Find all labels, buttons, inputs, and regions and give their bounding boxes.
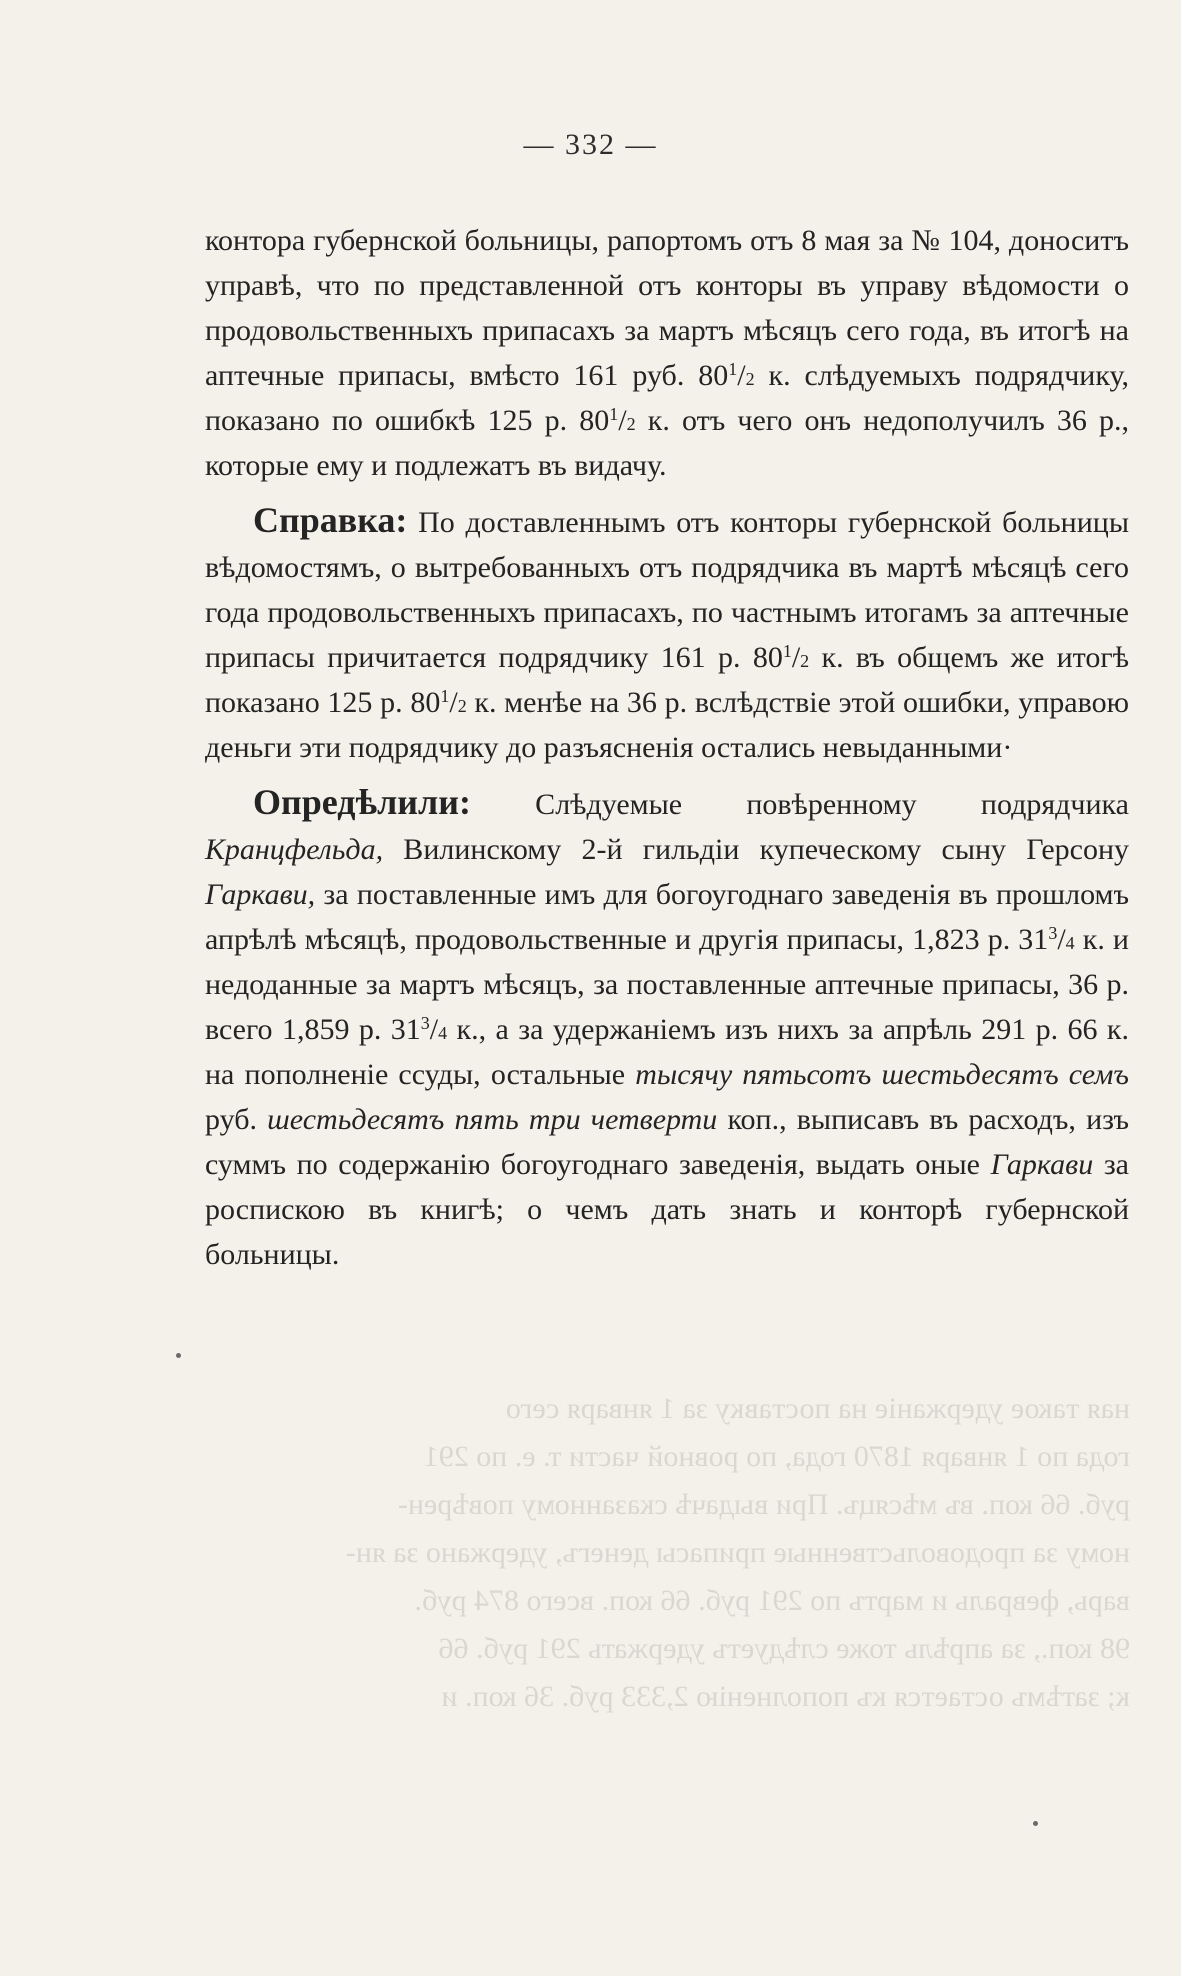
text-run: к., а за удержаніемъ изъ нихъ за апрѣль 291 р. 66 к. на пополненіе ссуды, остальные [205,1013,1129,1091]
bleed-line: варь, февраль и мартъ по 291 руб. 66 коп. всего 874 руб. [414,1584,1130,1617]
fraction-denominator: 2 [745,369,755,389]
text-run: контора губернской больницы, рапортомъ отъ 8 мая за № 104, доноситъ управѣ, что по представленной отъ конторы въ управу вѣдомости о продовольственныхъ припасахъ за мартъ мѣсяцъ сего года, въ итогѣ на аптечные припасы, вмѣсто 161 руб. 80 [205,224,1129,392]
text-run: руб. [205,1103,268,1136]
italic-amount: шестьдесятъ пять три четверти [267,1103,718,1136]
text-run: к. отъ чего онъ недополучилъ 36 р., которые ему и подлежатъ въ видачу. [205,404,1129,482]
paper-speck [1033,1821,1038,1826]
italic-name: Гаркави [990,1148,1094,1181]
fraction-denominator: 4 [1065,933,1075,953]
paragraph-report: контора губернской больницы, рапортомъ отъ 8 мая за № 104, доноситъ управѣ, что по представленной отъ конторы въ управу вѣдомости о продовольственныхъ припасахъ за мартъ мѣсяцъ сего года, въ итогѣ на аптечные припасы, вмѣсто 161 руб. $80^1/2$ к. слѣдуемыхъ подрядчику, показано по ошибкѣ 125 р. $80^1/2$ к. отъ чего онъ недополучилъ 36 р., которые ему и подлежатъ въ видачу. [205,224,1129,482]
bleed-line: года по 1 января 1870 года, по ровной части т. е. по 291 [423,1440,1130,1473]
paragraph-decision: Опредѣлили: Слѣдуемые повѣренному подрядчика Кранцфельда, Вилинскому 2-й гильдіи купеческому сыну Герсону Гаркави, за поставленные имъ для богоугоднаго заведенія въ прошломъ апрѣлѣ мѣсяцѣ, продовольственные и другія припасы, 1,823 р. $31^3/4$ к. и недоданные за мартъ мѣсяцъ, за поставленные аптечные припасы, 36 р. всего 1,859 р. $31^3/4$ к., а за удержаніемъ изъ нихъ за апрѣль 291 р. 66 к. на пополненіе ссуды, остальные тысячу пятьсотъ шестьдесятъ семъ руб. шестьдесятъ пять три четверти коп., выписавъ въ расходъ, изъ суммъ по содержанію богоугоднаго заведенія, выдать оные Гаркави за роспискою въ книгѣ; о чемъ дать знать и конторѣ губернской больницы. [205,782,1129,1271]
bleed-line: ная такое удержаніе на поставку за 1 января сего [505,1392,1130,1425]
fraction-numerator: 1 [782,641,792,661]
text-run: к. и недоданные за мартъ мѣсяцъ, за поставленные аптечные припасы, 36 р. всего 1,859 р. 31 [205,923,1129,1046]
bleed-through-text [190,1385,1130,1721]
text-run: Слѣдуемые повѣренному подрядчика [470,788,1129,821]
text-run: По доставленнымъ отъ конторы губернской больницы вѣдомостямъ, о вытребованныхъ отъ подрядчика въ мартѣ мѣсяцѣ сего года продовольственныхъ припасахъ, по частнымъ итогамъ за аптечные припасы причитается подрядчику 161 р. 80 [205,506,1129,674]
fraction-numerator: 3 [420,1013,430,1033]
italic-name: Гаркави, [205,878,316,911]
fraction-numerator: 1 [609,404,619,424]
fraction-numerator: 3 [1048,923,1058,943]
text-run: к. въ общемъ же итогѣ показано 125 р. 80 [205,641,1129,719]
text-run: за поставленные имъ для богоугоднаго заведенія въ прошломъ апрѣлѣ мѣсяцѣ, продовольственные и другія припасы, 1,823 р. 31 [205,878,1129,956]
text-run: к. менѣе на 36 р. вслѣдствіе этой ошибки, управою деньги эти подрядчику до разъясненія остались невыданными· [205,686,1129,764]
text-run: коп., выписавъ въ расходъ, изъ суммъ по содержанію богоугоднаго заведенія, выдать оные [205,1103,1129,1181]
text-run: за роспискою въ книгѣ; о чемъ дать знать и конторѣ губернской больницы. [205,1148,1129,1271]
paragraph-reference: Справка: По доставленнымъ отъ конторы губернской больницы вѣдомостямъ, о вытребованныхъ отъ подрядчика въ мартѣ мѣсяцѣ сего года продовольственныхъ припасахъ, по частнымъ итогамъ за аптечные припасы причитается подрядчику 161 р. $80^1/2$ к. въ общемъ же итогѣ показано 125 р. $80^1/2$ к. менѣе на 36 р. вслѣдствіе этой ошибки, управою деньги эти подрядчику до разъясненія остались невыданными· [205,500,1129,764]
page-number: — 332 — [523,128,658,161]
italic-amount: тысячу пятьсотъ шестьдесятъ семъ [635,1058,1129,1091]
bleed-line: руб. 66 коп. въ мѣсяцъ. При выдачѣ сказанному повѣрен- [397,1488,1130,1521]
section-heading: Справка: [253,500,408,540]
bleed-line: к; затѣмъ остается къ пополненію 2,333 руб. 36 коп. и [441,1680,1130,1713]
text-run: к. слѣдуемыхъ подрядчику, показано по ошибкѣ 125 р. 80 [205,359,1129,437]
fraction-denominator: 2 [626,414,636,434]
fraction-denominator: 2 [800,651,810,671]
fraction-denominator: 4 [438,1023,448,1043]
fraction-numerator: 1 [440,686,450,706]
italic-name: Кранцфельда, [205,833,384,866]
fraction-numerator: 1 [728,359,738,379]
fraction-denominator: 2 [457,696,467,716]
bleed-line: ному за продовольственные припасы денегъ, удержано за ян- [345,1536,1130,1569]
section-heading: Опредѣлили: [253,782,471,822]
paper-speck [176,1353,181,1358]
document-body [205,218,1129,1277]
bleed-line: 98 коп., за апрѣль тоже слѣдуетъ удержать 291 руб. 66 [438,1632,1130,1665]
text-run: Вилинскому 2-й гильдіи купеческому сыну Герсону [383,833,1129,866]
